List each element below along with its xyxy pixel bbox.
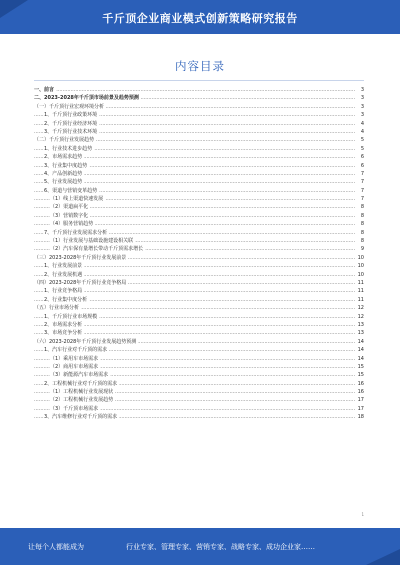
footer-roles: 行业专家、管理专家、营销专家、战略专家、成功企业家……: [126, 543, 315, 551]
toc-entry[interactable]: [34, 338, 364, 346]
toc-entry-text: 一、前言: [34, 87, 55, 93]
footer-slogan: 让每个人都能成为: [28, 543, 84, 551]
toc-entry-text: （1）乘用车市场需求: [50, 355, 99, 362]
toc-entry-text: （三）2023-2028年千斤顶行业发展前景: [34, 254, 127, 261]
toc-entry[interactable]: [34, 396, 364, 404]
toc-entry[interactable]: [34, 220, 364, 228]
toc-entry-page: 8: [360, 204, 364, 211]
toc-entry-text: （1）线上渠道快速发展: [50, 196, 104, 203]
toc-entry-page: 13: [357, 330, 364, 337]
toc-entry[interactable]: [34, 195, 364, 203]
toc-entry[interactable]: [34, 296, 364, 304]
toc-entry[interactable]: [34, 313, 364, 321]
toc-entry-page: 16: [357, 389, 364, 396]
toc-entry[interactable]: [34, 271, 364, 279]
toc-entry-page: 14: [357, 355, 364, 362]
toc-entry[interactable]: [34, 355, 364, 363]
toc-leader-dots: [34, 304, 355, 312]
toc-entry[interactable]: [34, 304, 364, 312]
toc-entry[interactable]: [34, 103, 364, 111]
table-of-contents: [34, 86, 364, 422]
toc-entry-text: 二、2023-2028年千斤顶市场前景及趋势预测: [34, 95, 139, 102]
toc-entry-page: 4: [360, 120, 364, 127]
toc-entry-text: 1、行业发展前景: [44, 263, 83, 270]
toc-entry-text: 2、市场需求趋势: [44, 154, 83, 161]
toc-entry[interactable]: [34, 380, 364, 388]
toc-entry-page: 15: [357, 372, 364, 379]
toc-entry[interactable]: [34, 413, 364, 421]
toc-entry[interactable]: [34, 94, 364, 102]
toc-entry[interactable]: [34, 203, 364, 211]
page-number: 1: [361, 512, 364, 517]
toc-entry[interactable]: [34, 346, 364, 354]
toc-entry-text: （3）新能源汽车市场需求: [50, 372, 109, 379]
toc-entry-text: （2）工程机械行业发展趋势: [50, 397, 114, 404]
toc-entry-text: 2、行业集中度分析: [44, 296, 88, 303]
toc-entry-text: （2）汽车保有量增长带动千斤顶需求增长: [50, 246, 144, 253]
toc-entry[interactable]: [34, 153, 364, 161]
toc-entry[interactable]: [34, 120, 364, 128]
toc-entry-page: 15: [357, 363, 364, 370]
toc-entry-page: 7: [360, 179, 364, 186]
toc-entry[interactable]: [34, 371, 364, 379]
toc-entry-text: 2、行业发展机遇: [44, 271, 83, 278]
toc-entry-text: 1、行业技术进步趋势: [44, 145, 93, 152]
toc-entry-page: 7: [360, 170, 364, 177]
toc-entry-text: （五）行业市场分析: [34, 305, 80, 312]
toc-entry-page: 13: [357, 321, 364, 328]
toc-entry-text: 1、千斤顶行业市场规模: [44, 313, 98, 320]
toc-entry-page: 17: [357, 405, 364, 412]
toc-entry-text: （4）服务营销趋势: [50, 221, 94, 228]
toc-entry-text: 6、渠道与营销变革趋势: [44, 187, 98, 194]
toc-entry-page: 18: [357, 414, 364, 421]
toc-entry-text: （一）千斤顶行业宏观环境分析: [34, 103, 105, 110]
toc-entry[interactable]: [34, 187, 364, 195]
toc-entry-page: 7: [360, 196, 364, 203]
toc-entry-page: 10: [357, 271, 364, 278]
toc-entry[interactable]: [34, 86, 364, 94]
toc-entry[interactable]: [34, 279, 364, 287]
toc-entry-text: 7、千斤顶行业发展需求分析: [44, 229, 108, 236]
toc-entry-page: 14: [357, 347, 364, 354]
toc-entry-text: 3、市场竞争分析: [44, 330, 83, 337]
toc-entry[interactable]: [34, 329, 364, 337]
toc-entry-text: （二）千斤顶行业发展趋势: [34, 137, 95, 144]
toc-entry-text: 5、行业发展趋势: [44, 179, 83, 186]
toc-entry-page: 5: [360, 137, 364, 144]
toc-entry-text: 2、市场需求分析: [44, 321, 83, 328]
toc-entry[interactable]: [34, 162, 364, 170]
toc-leader-dots: [34, 86, 355, 94]
toc-entry[interactable]: [34, 145, 364, 153]
toc-entry-text: 3、汽车维修行业对千斤顶的需求: [44, 414, 118, 421]
toc-entry-text: 2、工程机械行业对千斤顶的需求: [44, 380, 118, 387]
toc-entry-page: 14: [357, 338, 364, 345]
toc-entry-page: 3: [360, 103, 364, 110]
toc-entry-page: 10: [357, 263, 364, 270]
toc-entry-page: 6: [360, 154, 364, 161]
toc-entry-text: 1、行业竞争格局: [44, 288, 83, 295]
toc-entry[interactable]: [34, 237, 364, 245]
toc-entry[interactable]: [34, 262, 364, 270]
toc-entry-page: 5: [360, 145, 364, 152]
toc-entry[interactable]: [34, 321, 364, 329]
toc-entry-page: 8: [360, 238, 364, 245]
toc-entry-page: 11: [357, 288, 364, 295]
toc-entry[interactable]: [34, 111, 364, 119]
toc-entry-text: （3）营销数字化: [50, 212, 89, 219]
toc-entry-page: 17: [357, 397, 364, 404]
toc-entry-text: （1）行业发展与基础设施建设相关联: [50, 238, 134, 245]
toc-entry-page: 8: [360, 212, 364, 219]
toc-entry[interactable]: [34, 212, 364, 220]
toc-entry-text: （六）2023-2028年千斤顶行业发展趋势预测: [34, 338, 137, 345]
toc-entry-text: （1）工程机械行业发展现状: [50, 389, 114, 396]
toc-entry[interactable]: [34, 254, 364, 262]
toc-entry-text: 4、产品创新趋势: [44, 170, 83, 177]
toc-entry[interactable]: [34, 170, 364, 178]
toc-entry-text: 2、千斤顶行业经济环境: [44, 120, 98, 127]
report-footer: [0, 528, 400, 565]
toc-entry-text: （3）千斤顶市场需求: [50, 405, 99, 412]
toc-entry[interactable]: [34, 136, 364, 144]
toc-entry-page: 9: [360, 246, 364, 253]
toc-entry-page: 12: [357, 313, 364, 320]
toc-title: 内容目录: [175, 59, 225, 73]
toc-entry[interactable]: [34, 388, 364, 396]
toc-entry-text: 1、千斤顶行业政策环境: [44, 112, 98, 119]
report-title: 千斤顶企业商业模式创新策略研究报告: [102, 12, 298, 25]
toc-entry-page: 16: [357, 380, 364, 387]
toc-entry[interactable]: [34, 178, 364, 186]
footer-corner-decoration: [366, 549, 400, 565]
toc-entry[interactable]: [34, 128, 364, 136]
toc-entry-page: 3: [360, 112, 364, 119]
toc-entry-text: （2）商用车市场需求: [50, 363, 99, 370]
toc-entry-page: 11: [357, 279, 364, 286]
toc-entry-page: 6: [360, 162, 364, 169]
toc-entry-text: 1、汽车行业对千斤顶的需求: [44, 347, 108, 354]
toc-entry[interactable]: [34, 229, 364, 237]
toc-entry[interactable]: [34, 363, 364, 371]
toc-entry-page: 7: [360, 187, 364, 194]
toc-entry-page: 8: [360, 221, 364, 228]
toc-entry-page: 11: [357, 296, 364, 303]
toc-entry-text: （2）渠道扁平化: [50, 204, 89, 211]
toc-entry-text: 3、行业集中度趋势: [44, 162, 88, 169]
toc-entry-text: （四）2023-2028年千斤顶行业竞争格局: [34, 279, 127, 286]
toc-entry-page: 10: [357, 254, 364, 261]
toc-entry[interactable]: [34, 405, 364, 413]
report-header: [0, 0, 400, 34]
toc-entry-page: 4: [360, 128, 364, 135]
toc-entry-page: 3: [360, 87, 364, 93]
toc-entry[interactable]: [34, 287, 364, 295]
toc-divider: [34, 80, 364, 81]
toc-entry-page: 8: [360, 229, 364, 236]
toc-entry-text: 3、千斤顶行业技术环境: [44, 128, 98, 135]
toc-entry-page: 3: [360, 95, 364, 102]
toc-entry[interactable]: [34, 245, 364, 253]
toc-entry-page: 12: [357, 305, 364, 312]
